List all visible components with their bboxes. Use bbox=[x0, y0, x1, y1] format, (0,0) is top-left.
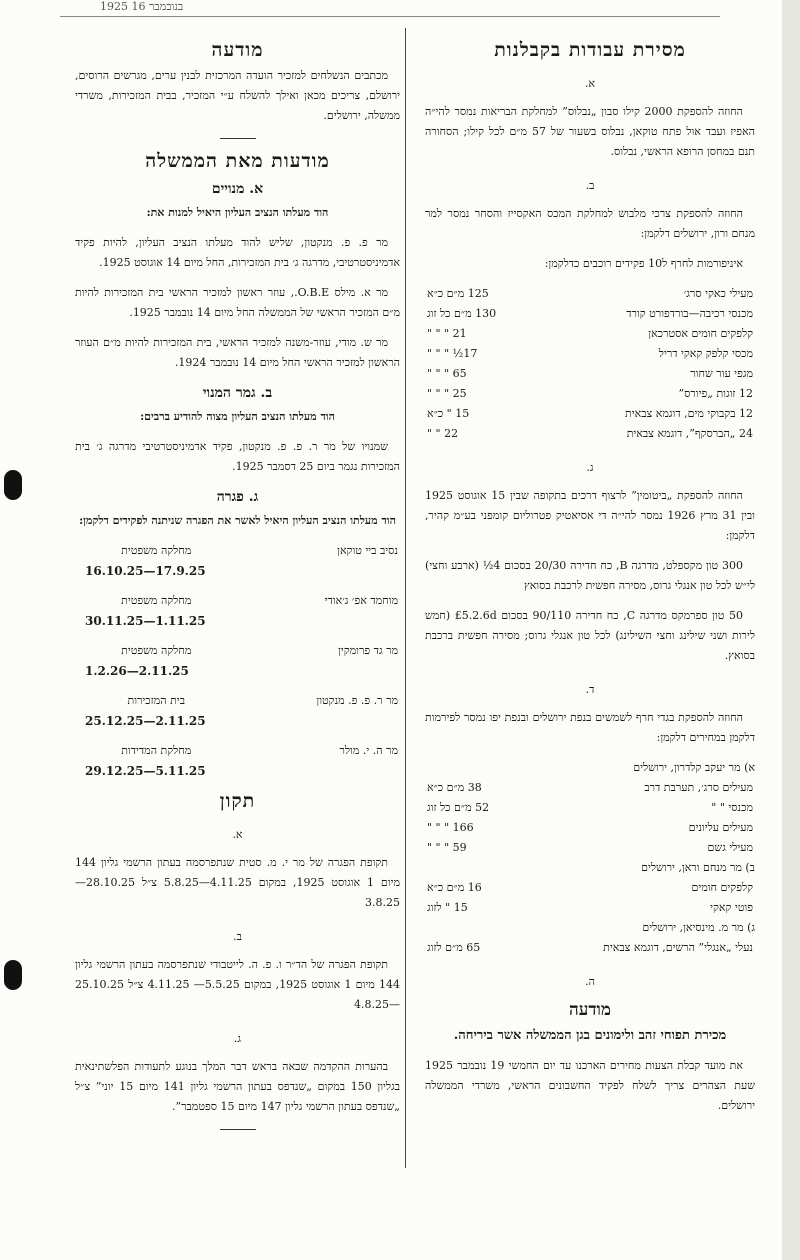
person-department: מחלקה משפטית bbox=[121, 594, 192, 607]
section-d-groups bbox=[425, 758, 755, 958]
item-name: קלפקים חומים bbox=[691, 881, 753, 894]
leave-dates: 1.2.26—2.11.25 bbox=[85, 664, 189, 678]
section-c-text-1: החוזה להספקת „ביטומין” לרצוף דרכים בתקופה שבין 15 אוגוסט 1925 ובין 31 מרץ 1926 נמסר להי״ה די אסיאטיק פטרוליום קומפני בע״מ קהיר, דלקמן: bbox=[425, 489, 755, 542]
correction-label: ב. bbox=[233, 930, 242, 943]
leave-title: ג. פגרה bbox=[216, 489, 259, 505]
correction-text: תקופת הפגרה של מר י. מ. סטית שנתפרסמה בעתון הרשמי גליון 144 מיום 1 אוגוסט 1925, במקום 4.11.25—5.8.25 צ״ל 28.10.25—3.8.25 bbox=[75, 856, 400, 909]
item-price: 16 מ״ם כ״א bbox=[427, 881, 482, 894]
punch-hole-top bbox=[4, 470, 22, 500]
correction-title: תקון bbox=[219, 790, 256, 812]
appointment-1: מר פ. פ. מנקטון, שליש להוד מעלתו הנציב העליון, להיות פקיד אדמיניסטרטיבי, מדרגה ג׳ בית המזכירות, החל מיום 14 אוגוסט 1925. bbox=[75, 236, 400, 269]
section-d-text: החוזה להספקת בגדי חרף לשמשים בנפת ירושלים ובנפת יפו נמסר לפירמות דלקמן במחירים דלקמן: bbox=[425, 711, 755, 744]
termination-lead: הוד מעלתו הנציב העליון מצוה להודיע ברבים: bbox=[140, 410, 335, 423]
item-name: מכנסי רכיבה—בורדפורט קורד bbox=[626, 307, 753, 320]
section-e-title: מודעה bbox=[568, 1000, 611, 1020]
appointment-2: מר א. מילס O.B.E., עוזר ראשון למזכיר הראשי בית המזכירות להיות מ״ם המזכיר הראשי של הממשלה החל מיום 14 נובמבר 1925. bbox=[75, 286, 400, 319]
table-row bbox=[425, 898, 755, 918]
item-name: נעלי „אנגלי” הרשים, דוגמא צבאית bbox=[603, 941, 753, 954]
leave-dates: 30.11.25—1.11.25 bbox=[85, 614, 206, 628]
section-a-label: א. bbox=[584, 77, 596, 90]
punch-hole-bottom bbox=[4, 960, 22, 990]
table-row bbox=[425, 304, 755, 324]
item-name: מעילי כאקי סרג׳ bbox=[683, 287, 753, 300]
item-name: קלפקים חומים אסטרכאן bbox=[648, 327, 753, 340]
item-name: 24 „הברסקף”, דוגמא צבאית bbox=[626, 427, 753, 440]
scan-edge bbox=[782, 0, 800, 1260]
section-e-subtitle: מכירת תפוחי זהב ולימונים בגן הממשלה אשר ביריחה. bbox=[453, 1028, 727, 1043]
person-department: מחלקה משפטית bbox=[121, 644, 192, 657]
item-price: 125 מ״ם כ״א bbox=[427, 287, 489, 300]
termination-text: שמנויו של מר ר. פ. פ. מנקטון, פקיד אדמיניסטרטיבי מדרגה ג׳ בית המזכירות נגמר ביום 25 דסמבר 1925. bbox=[75, 440, 400, 473]
table-row bbox=[425, 878, 755, 898]
section-b-label: ב. bbox=[585, 179, 595, 192]
leave-row bbox=[75, 541, 400, 561]
table-row bbox=[425, 938, 755, 958]
section-e-label: ה. bbox=[585, 975, 595, 988]
item-price: 65 " " " bbox=[427, 367, 467, 380]
separator-end bbox=[220, 1129, 256, 1130]
correction-list bbox=[75, 825, 400, 1117]
section-a-text: החוזה להספקת 2000 קילו סבון „נבלוס” למחלקת הבריאות נמסר להי״ה האפיז ועבד אול פתח טוקאן, נבלוס בשעור של 57 מ״ם לכל קילו; הסחורה תנם במחסן הרופא הראשי, נבלוס. bbox=[425, 105, 755, 158]
item-name: 12 בקבוקי מים, דוגמא צבאית bbox=[625, 407, 753, 420]
person-name: מוחמד אפ׳ ג׳אודי bbox=[324, 594, 398, 607]
item-name: מכנסי " " bbox=[711, 801, 753, 814]
item-name: מכסי קלפק קאקי דריל bbox=[658, 347, 753, 360]
section-c-label: ג. bbox=[586, 461, 594, 474]
person-department: בית המזכירות bbox=[127, 694, 185, 707]
column-divider bbox=[405, 28, 406, 1168]
person-name: מר גד פרומקין bbox=[338, 644, 398, 657]
table-row bbox=[425, 798, 755, 818]
section-b-intro: איניפורמות לחרף ל10 פקידים רוכבים כדלקמן: bbox=[544, 257, 743, 270]
uniform-items-table bbox=[425, 284, 755, 444]
table-row bbox=[425, 324, 755, 344]
item-price: 38 מ״ם כ״א bbox=[427, 781, 482, 794]
tenders-title: מסירת עבודות בקבלנות bbox=[494, 39, 686, 61]
person-department: מחלקה משפטית bbox=[121, 544, 192, 557]
supplier-heading: ב) מר מנחם וראן, ירושלים bbox=[641, 861, 755, 874]
appointment-3: מר ש. מודי, עוזר-משנה למזכיר הראשי, בית המזכירות להיות מ״ם העוזר הראשון למזכיר הראשי החל מיום 14 נובמבר 1924. bbox=[75, 336, 400, 369]
person-name: נסיב ביי טוקאן bbox=[337, 544, 398, 557]
termination-title: ב. גמר המנוי bbox=[202, 385, 273, 401]
item-price: 15 " כ״א bbox=[427, 407, 470, 420]
person-name: מר ה. י. מולר bbox=[339, 744, 398, 757]
separator bbox=[220, 138, 256, 139]
table-row bbox=[425, 344, 755, 364]
item-name: מעילים סרג׳, תערבת דרב bbox=[644, 781, 753, 794]
table-row bbox=[425, 778, 755, 798]
appointments-title: א. מנויים bbox=[211, 181, 264, 197]
item-price: 52 מ״ם כל זוג bbox=[427, 801, 490, 814]
gov-notices-title: מודעות מאת הממשלה bbox=[145, 150, 330, 172]
leave-row bbox=[75, 691, 400, 711]
leave-dates: 29.12.25—5.11.25 bbox=[85, 764, 206, 778]
notice-title: מודעה bbox=[211, 39, 264, 61]
item-price: 15 " לזוג bbox=[427, 901, 468, 914]
supplier-heading: א) מר יעקב קלדרון, ירושלים bbox=[633, 761, 755, 774]
person-department: מחלקת המדידות bbox=[121, 744, 192, 757]
item-price: 22 " " bbox=[427, 427, 459, 440]
supplier-heading: ג) מר מ. מינסיאן, ירושלים bbox=[642, 921, 755, 934]
supplier-items-table bbox=[425, 938, 755, 958]
item-name: מעילי גשם bbox=[707, 841, 753, 854]
header-date: 1925 בנובמבר 16 bbox=[100, 0, 184, 13]
table-row bbox=[425, 404, 755, 424]
item-name: פוטי קאקי bbox=[710, 901, 753, 914]
leave-row bbox=[75, 641, 400, 661]
item-price: 65 מ״ם לזוג bbox=[427, 941, 481, 954]
table-row bbox=[425, 384, 755, 404]
leave-row bbox=[75, 741, 400, 761]
section-c-text-2: 300 טון מקספלט, מדרגה B, כח חדירה 20/30 בסכום 4½ (ארבע וחצי) לי״ש לכל טון אנגלי גרוס, מסירה חפשית לרכבת בסואץ bbox=[425, 559, 755, 592]
section-c-text-3: 50 טון ספרמקס מדרגה C, כח חדירה 90/110 בסכום £5.2.6d (חמש לירות ושני שילינג וחצי השילינג) לכל טון אנגלי גרוס; מסירה חפשית ברכבת בסואץ. bbox=[425, 609, 755, 662]
table-row bbox=[425, 818, 755, 838]
item-price: 17½ " " " bbox=[427, 347, 478, 360]
table-row bbox=[425, 364, 755, 384]
correction-text: בהערות ההקדמה שבאה בראש דבר המלך בנוגע לתעודות הפלשתינאית בגליון 150 במקום „שנדפס בעתון הרשמי גליון 141 מיום 15 יוני” צ״ל „שנדפס בעתון הרשמי גליון 147 מיום 15 ספטמבר”. bbox=[75, 1060, 401, 1113]
leave-row bbox=[75, 591, 400, 611]
section-e-text: את מועד קבלת הצעות מחירים הארכנו עד יום החמשי 19 נובמבר 1925 שעת הצהרים צריך לשלח לפקיד החשבונים הראשי, משרדי הממשלה ירושלים. bbox=[425, 1059, 755, 1112]
appointments-lead: הוד מעלתו הנציב העליון היאיל למנות את: bbox=[146, 206, 329, 219]
leave-lead: הוד מעלתו הנציב העליון היאיל לאשר את הפגרה שניתנה לפקידים דלקמן: bbox=[79, 514, 396, 527]
item-name: מגפי עור שחור bbox=[690, 367, 753, 380]
table-row bbox=[425, 284, 755, 304]
item-name: 12 זוגות „פיורס” bbox=[678, 387, 753, 400]
notice-text: מכתבים הנשלחים למזכיר הועדה המרכזית לבנין ערים, מגרשים הרוסים, ירושלם, צריכים מכאן ואילך להשלח ע״י המזכיר, בבית המזכירות, משרדי ממשלה, ירושלים. bbox=[75, 69, 400, 122]
leave-list bbox=[75, 541, 400, 781]
leave-dates: 25.12.25—2.11.25 bbox=[85, 714, 206, 728]
table-row bbox=[425, 424, 755, 444]
item-price: 59 " " " bbox=[427, 841, 467, 854]
item-price: 166 " " " bbox=[427, 821, 474, 834]
supplier-items-table bbox=[425, 878, 755, 918]
item-price: 130 מ״ם כל זוג bbox=[427, 307, 497, 320]
page-header bbox=[60, 0, 720, 17]
table-row bbox=[425, 838, 755, 858]
correction-label: ג. bbox=[233, 1032, 242, 1045]
section-b-text: החוזה להספקת צרכי מלבוש למחלקת המכס האקסייז והסחר נמסר למר מנחם ורון, ירושלים דלקמן: bbox=[425, 207, 755, 240]
left-column bbox=[75, 40, 400, 1142]
item-price: 21 " " " bbox=[427, 327, 467, 340]
item-name: מעילים עליונים bbox=[688, 821, 753, 834]
person-name: מר ר. פ. פ. מנקטון bbox=[316, 694, 398, 707]
correction-label: א. bbox=[232, 828, 243, 841]
section-d-label: ד. bbox=[585, 683, 595, 696]
supplier-items-table bbox=[425, 778, 755, 858]
item-price: 25 " " " bbox=[427, 387, 467, 400]
right-column bbox=[425, 40, 755, 1126]
correction-text: תקופת הפגרה של הד״ר ו. פ. ה. לייטבודי שנתפרסמה בעתון הרשמי גליון 144 מיום 1 אוגוסט 1925, במקום 5.5.25— 4.11.25 צ״ל 25.10.25—4.8.25 bbox=[75, 958, 401, 1011]
leave-dates: 16.10.25—17.9.25 bbox=[85, 564, 206, 578]
